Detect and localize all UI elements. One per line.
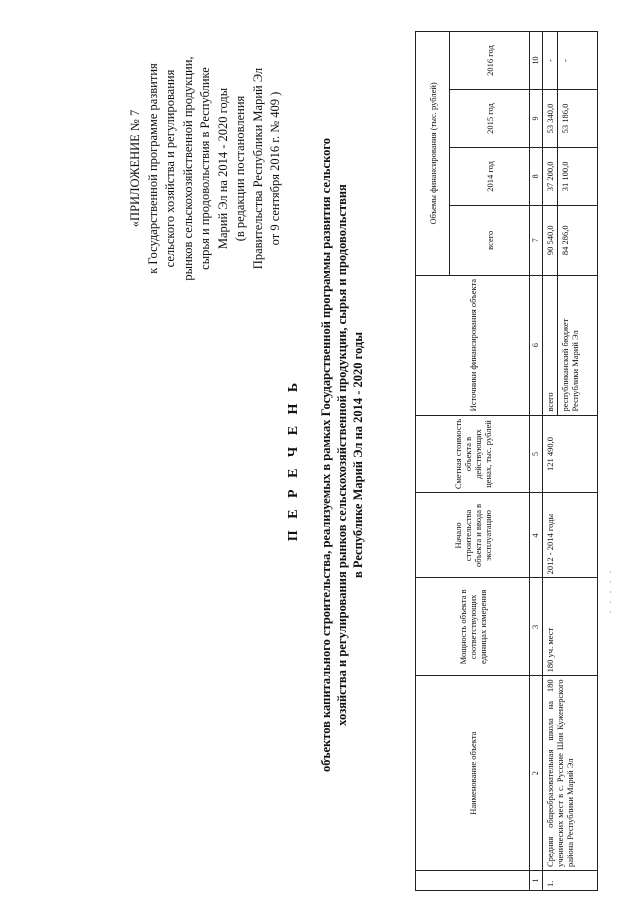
column-number: 1 <box>530 871 543 891</box>
appendix-line: от 9 сентября 2016 г. № 409 ) <box>268 91 282 246</box>
column-number: 6 <box>530 275 543 415</box>
document-heading: П Е Р Е Ч Е Н Ь <box>286 378 301 542</box>
source-2014: 31 100,0 <box>558 147 598 205</box>
source-name: всего <box>543 275 558 415</box>
column-number: 4 <box>530 493 543 578</box>
source-2015: 53 186,0 <box>558 90 598 148</box>
column-number: 8 <box>530 147 543 205</box>
table-row <box>543 32 558 891</box>
appendix-block <box>127 26 285 311</box>
document-subtitle <box>318 45 366 865</box>
column-number: 7 <box>530 205 543 275</box>
row-capacity: 180 уч. мест <box>543 578 598 676</box>
row-period: 2012 - 2014 годы <box>543 493 598 578</box>
appendix-line: (в редакции постановления <box>233 95 247 242</box>
header-capacity: Мощность объекта в соответствующих единицах измерения <box>416 578 530 676</box>
column-number: 5 <box>530 415 543 493</box>
row-estimated-cost: 121 490,0 <box>543 415 598 493</box>
appendix-line: сырья и продовольствия в Республике <box>198 67 212 270</box>
appendix-line: «ПРИЛОЖЕНИЕ № 7 <box>128 109 142 228</box>
source-total: 90 540,0 <box>543 205 558 275</box>
appendix-line: Марий Эл на 2014 - 2020 годы <box>215 87 230 250</box>
column-number-row <box>530 32 543 891</box>
header-start: Начало строительства объекта и ввода в эксплуатацию <box>416 493 530 578</box>
appendix-line: сельского хозяйства и регулирования <box>163 69 177 268</box>
subtitle-line: объектов капитального строительства, реализуемых в рамках Государственной программы развития сельского <box>319 138 333 772</box>
header-object-name: Наименование объекта <box>416 676 530 871</box>
header-2015: 2015 год <box>450 90 530 148</box>
appendix-line: рынков сельскохозяйственной продукции, <box>180 56 195 281</box>
source-2016: - <box>558 32 598 90</box>
subtitle-line: хозяйства и регулирования рынков сельскохозяйственной продукции, сырья и продовольствия <box>335 184 349 726</box>
row-number: 1. <box>543 871 598 891</box>
appendix-line: Правительства Республики Марий Эл <box>250 67 265 270</box>
header-total: всего <box>450 205 530 275</box>
header-source: Источники финансирования объекта <box>416 275 530 415</box>
source-total: 84 286,0 <box>558 205 598 275</box>
column-number: 3 <box>530 578 543 676</box>
source-name: республиканский бюджет Республики Марий Эл <box>558 275 598 415</box>
header-2016: 2016 год <box>450 32 530 90</box>
capital-objects-table <box>415 31 598 891</box>
column-number: 2 <box>530 676 543 871</box>
margin-mark: . . . . . <box>604 568 613 613</box>
subtitle-line: в Республике Марий Эл на 2014 - 2020 годы <box>351 331 365 579</box>
source-2014: 37 200,0 <box>543 147 558 205</box>
column-number: 10 <box>530 32 543 90</box>
appendix-line: к Государственной программе развития <box>145 63 160 274</box>
source-2016: - <box>543 32 558 90</box>
header-estimated-cost: Сметная стоимость объекта в действующих ценах, тыс. рублей <box>416 415 530 493</box>
column-number: 9 <box>530 90 543 148</box>
row-object-name: Средняя общеобразовательная школа на 180 ученических мест в с. Русские Шои Куженерского района Республики Марий Эл <box>543 676 598 871</box>
source-2015: 53 340,0 <box>543 90 558 148</box>
header-funding-group: Объемы финансирования (тыс. рублей) <box>416 32 450 276</box>
rotated-document-page <box>0 15 630 905</box>
header-2014: 2014 год <box>450 147 530 205</box>
header-number <box>416 871 530 891</box>
